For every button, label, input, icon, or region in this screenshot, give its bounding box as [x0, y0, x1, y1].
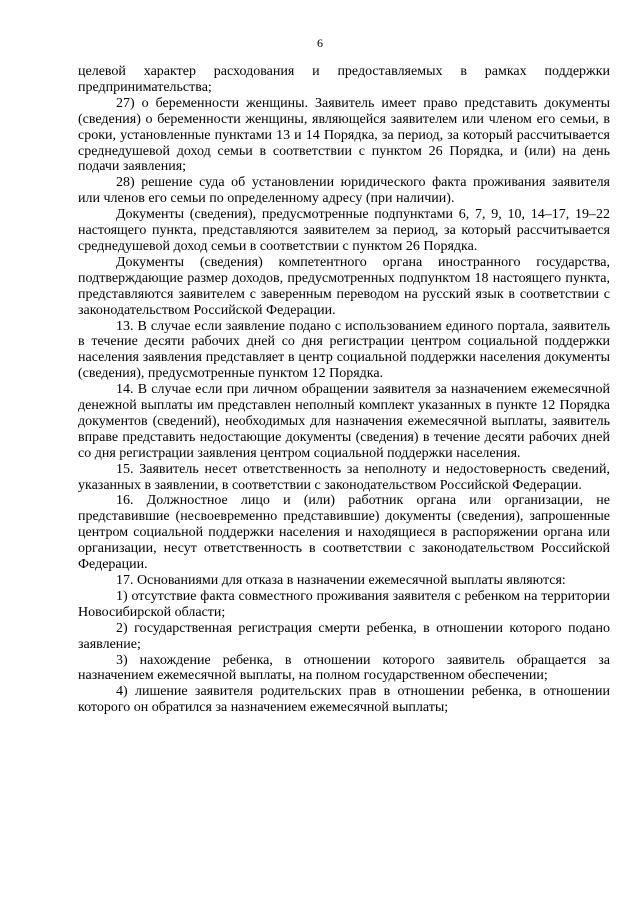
document-body	[78, 64, 610, 716]
paragraph: 17. Основаниями для отказа в назначении ежемесячной выплаты являются:	[116, 573, 566, 588]
paragraph: 2) государственная регистрация смерти ребенка, в отношении которого подано заявление;	[78, 620, 610, 652]
page-number: 6	[317, 36, 323, 50]
paragraph: 28) решение суда об установлении юридического факта проживания заявителя или членов его семьи по определенному адресу (при наличии).	[78, 175, 610, 207]
paragraph: 14. В случае если при личном обращении заявителя за назначением ежемесячной денежной выплаты им представлен неполный комплект указанных в пункте 12 Порядка документов (сведений), необходимых для назначения ежемесячной выплаты, заявитель вправе представить недостающие документы (сведения) в течение десяти рабочих дней со дня регистрации заявления центром социальной поддержки населения.	[78, 382, 610, 461]
paragraph: 15. Заявитель несет ответственность за неполноту и недостоверность сведений, указанных в заявлении, в соответствии с законодательством Российской Федерации.	[78, 461, 610, 493]
paragraph: 27) о беременности женщины. Заявитель имеет право представить документы (сведения) о беременности женщины, являющейся заявителем или членом его семьи, в сроки, установленные пунктами 13 и 14 Порядка, за период, за который рассчитывается среднедушевой доход семьи в соответствии с пунктом 26 Порядка, и (или) на день подачи заявления;	[78, 95, 610, 175]
paragraph: 1) отсутствие факта совместного проживания заявителя с ребенком на территории Новосибирской области;	[78, 588, 610, 620]
paragraph: 13. В случае если заявление подано с использованием единого портала, заявитель в течение десяти рабочих дней со дня регистрации центром социальной поддержки населения заявления представляет в центр социальной поддержки населения документы (сведения), предусмотренные пунктом 12 Порядка.	[78, 318, 610, 382]
paragraph: 16. Должностное лицо и (или) работник органа или организации, не представившие (несвоевременно представившие) документы (сведения), запрошенные центром социальной поддержки населения и находящиеся в распоряжении органа или организации, несут ответственность в соответствии с законодательством Российской Федерации.	[78, 493, 610, 573]
paragraph: целевой характер расходования и предоставляемых в рамках поддержки предпринимательства;	[78, 64, 610, 95]
paragraph: Документы (сведения) компетентного органа иностранного государства, подтверждающие размер доходов, предусмотренных подпунктом 18 настоящего пункта, представляются заявителем с заверенным переводом на русский язык в соответствии с законодательством Российской Федерации.	[78, 254, 610, 318]
paragraph: 3) нахождение ребенка, в отношении которого заявитель обращается за назначением ежемесячной выплаты, на полном государственном обеспечении;	[78, 652, 610, 684]
paragraph: Документы (сведения), предусмотренные подпунктами 6, 7, 9, 10, 14–17, 19–22 настоящего пункта, представляются заявителем за период, за который рассчитывается среднедушевой доход семьи в соответствии с пунктом 26 Порядка.	[78, 207, 610, 254]
paragraph: 4) лишение заявителя родительских прав в отношении ребенка, в отношении которого он обратился за назначением ежемесячной выплаты;	[78, 684, 610, 716]
